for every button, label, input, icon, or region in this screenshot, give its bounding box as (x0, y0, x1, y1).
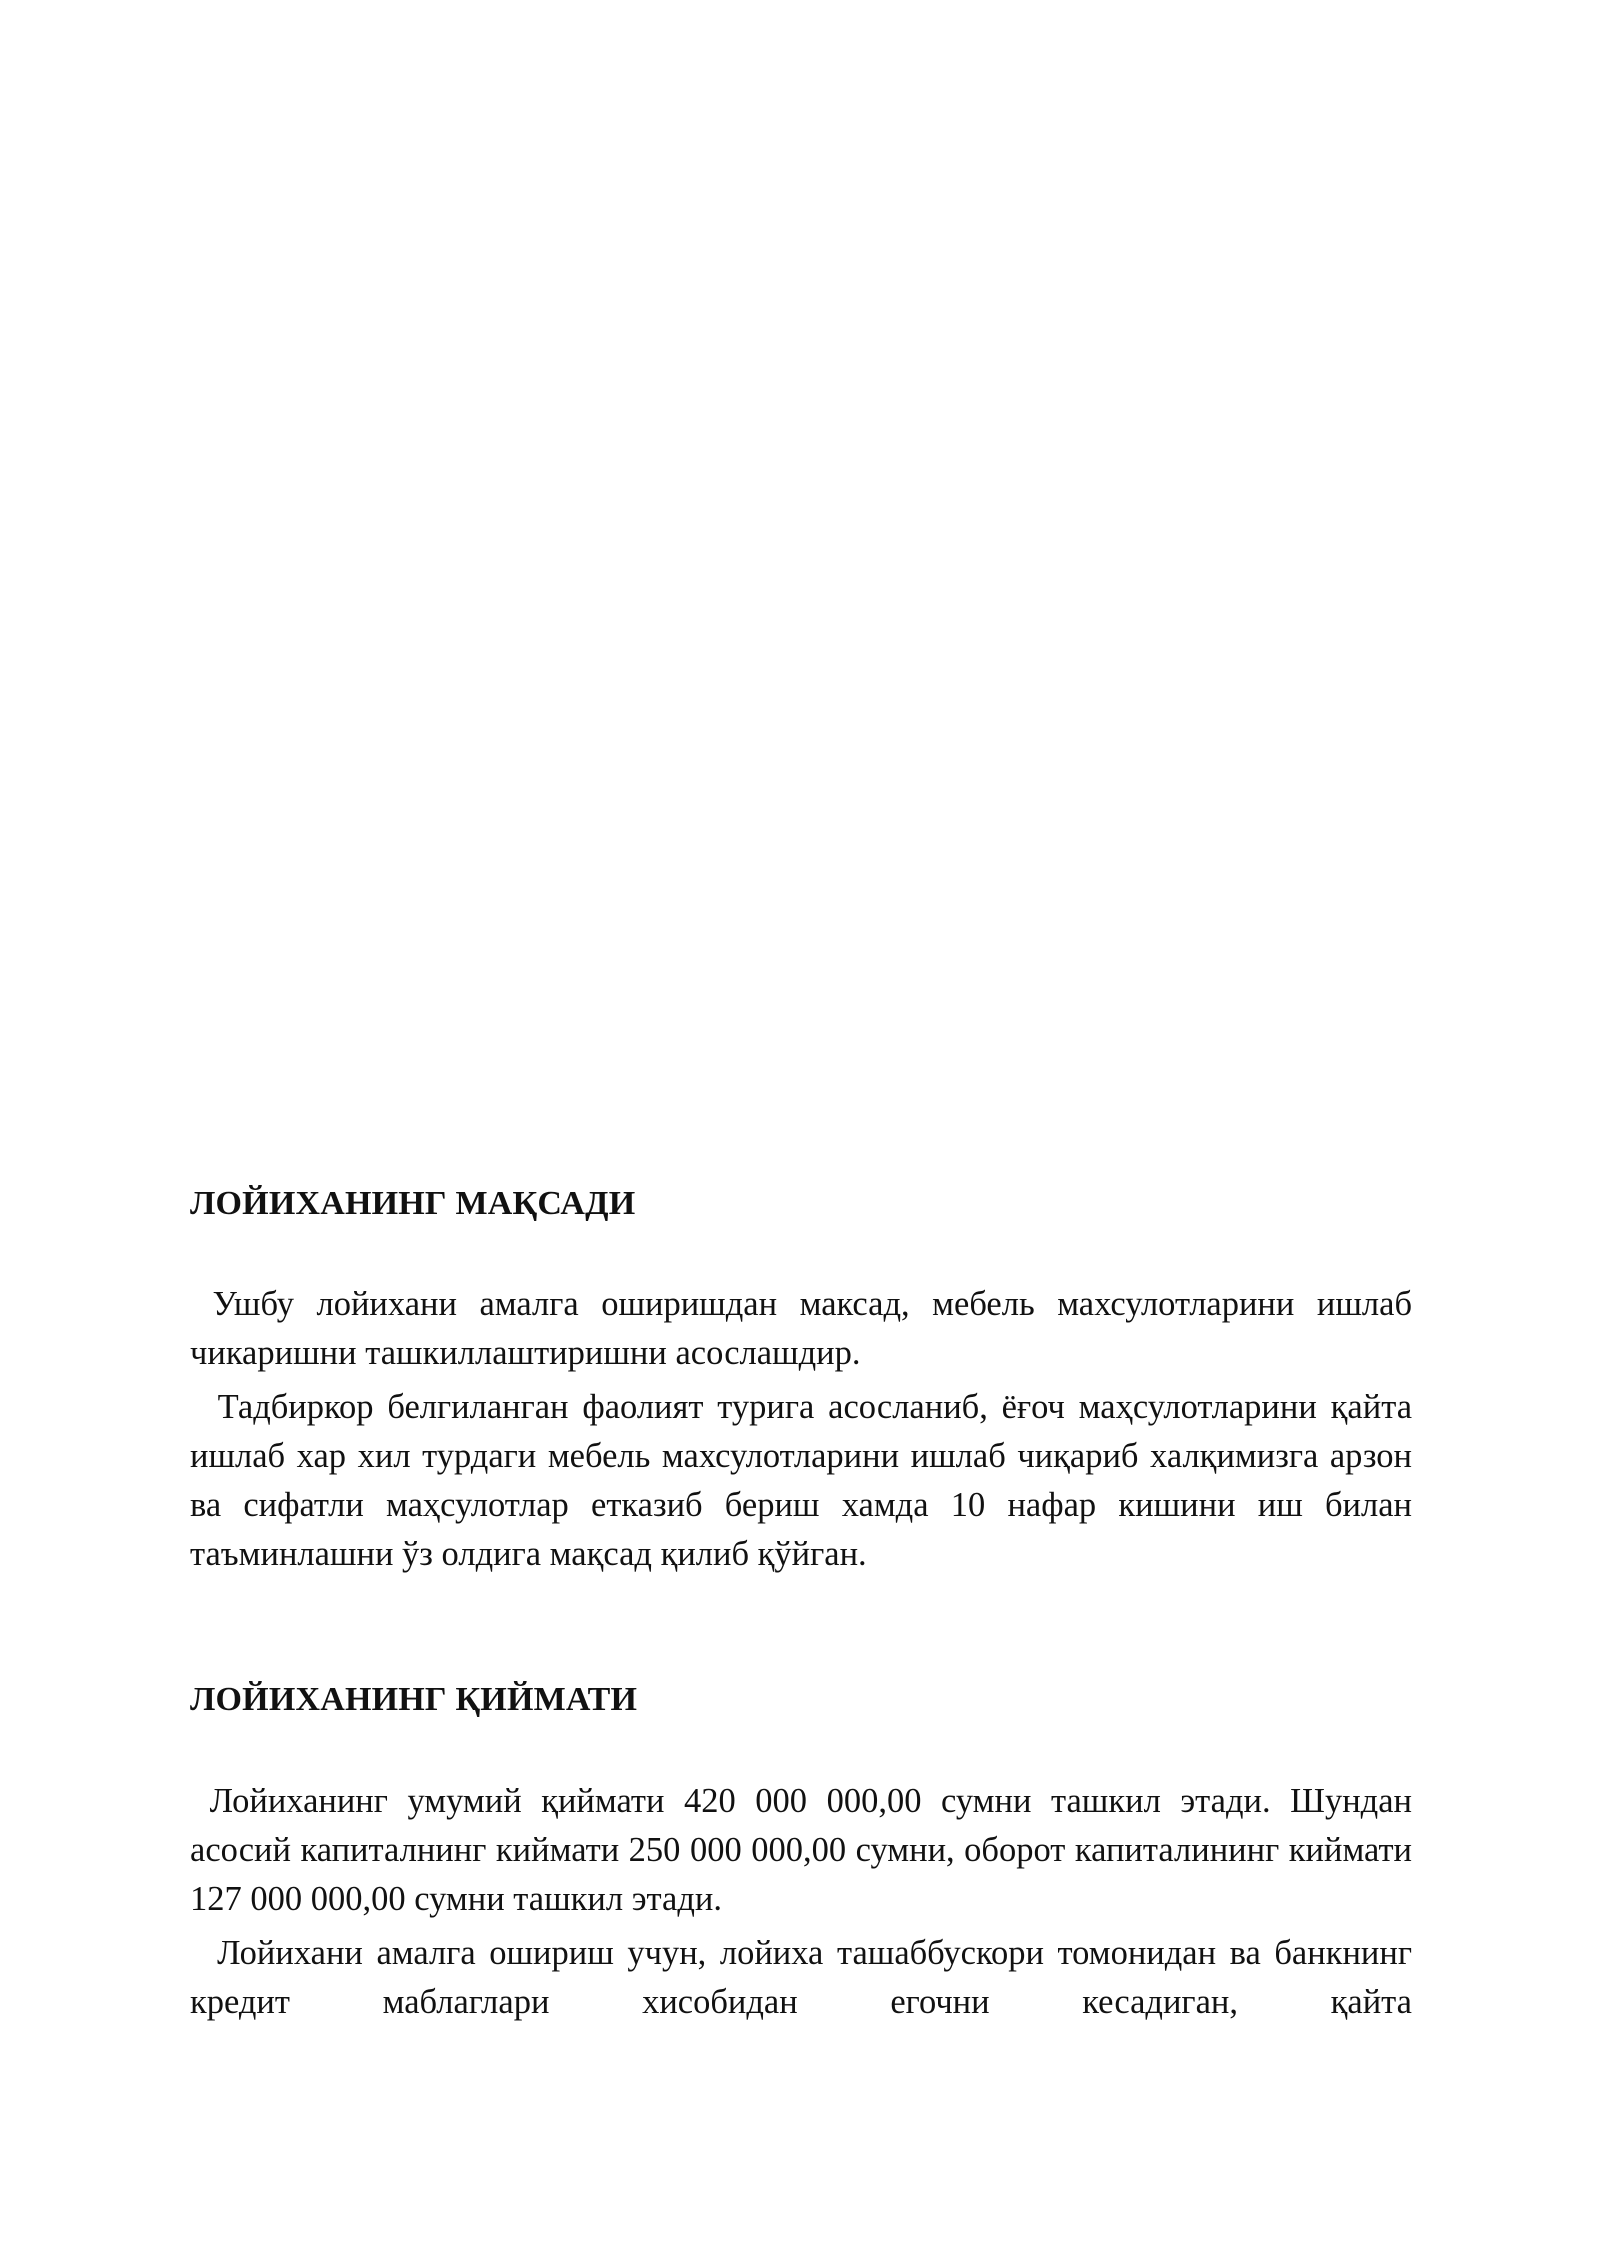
paragraph: Тадбиркор белгиланган фаолият турига асосланиб, ёғоч маҳсулотларини қайта ишлаб хар хил турдаги мебель махсулотларини ишлаб чиқариб халқимизга арзон ва сифатли маҳсулотлар етказиб бериш хамда 10 нафар кишини иш билан таъминлашни ўз олдига мақсад қилиб қўйган. (190, 1388, 1421, 1573)
section-body-cost (190, 1777, 1421, 2027)
paragraph: Ушбу лойихани амалга оширишдан максад, мебель махсулотларини ишлаб чикаришни ташкиллаштиришни асослашдир. (190, 1285, 1421, 1372)
section-heading-goal: ЛОЙИХАНИНГ МАҚСАДИ (190, 1185, 636, 1222)
paragraph: Лойиханинг умумий қиймати 420 000 000,00 сумни ташкил этади. Шундан асосий капиталнинг киймати 250 000 000,00 сумни, оборот капиталининг киймати 127 000 000,00 сумни ташкил этади. (190, 1782, 1421, 1918)
section-body-goal (190, 1280, 1421, 1579)
section-heading-cost: ЛОЙИХАНИНГ ҚИЙМАТИ (190, 1681, 638, 1718)
paragraph: Лойихани амалга ошириш учун, лойиха ташаббускори томонидан ва банкнинг кредит маблаглари хисобидан егочни кесадиган, қайта (190, 1934, 1421, 2021)
